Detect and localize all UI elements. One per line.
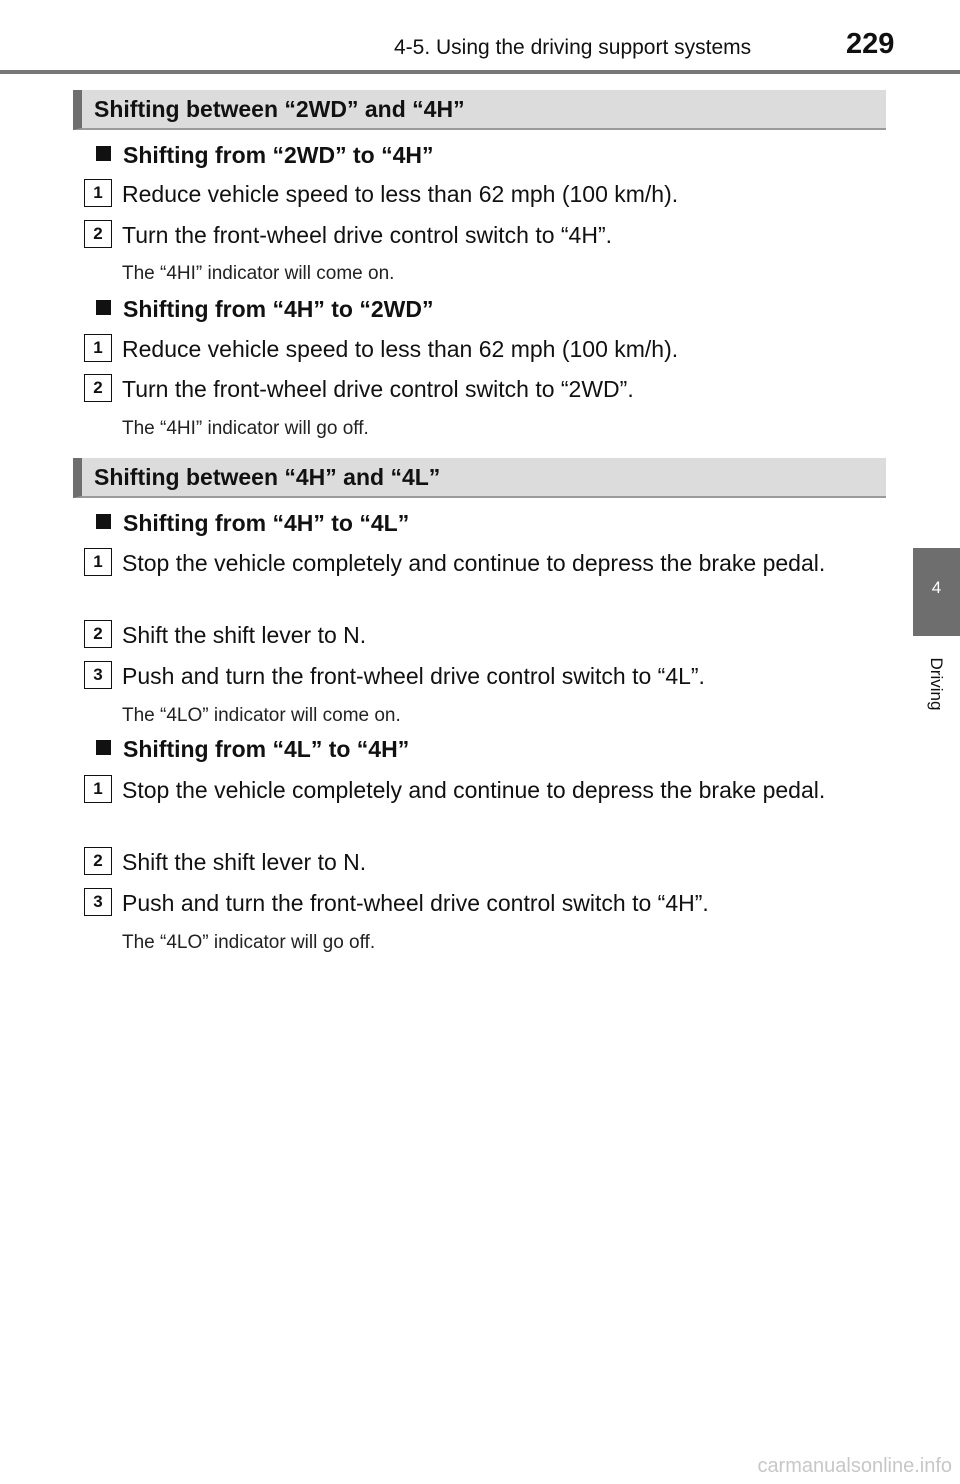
step-text: Push and turn the front-wheel drive control switch to “4H”. [122,890,709,916]
section-header [73,458,886,498]
step-text: Turn the front-wheel drive control switch to “2WD”. [122,376,634,402]
step-number: 2 [84,620,112,648]
step-number: 3 [84,661,112,689]
step-note: The “4HI” indicator will come on. [122,263,395,284]
step-number: 2 [84,374,112,402]
running-header-title: 4-5. Using the driving support systems [394,36,752,59]
step-number: 1 [84,775,112,803]
step-text: Reduce vehicle speed to less than 62 mph (100 km/h). [122,181,679,207]
step-text: Shift the shift lever to N. [122,849,367,875]
chapter-tab [913,548,960,636]
section-title: Shifting between “2WD” and “4H” [94,96,465,122]
step-number: 1 [84,179,112,207]
step-number: 2 [84,847,112,875]
step-note: The “4LO” indicator will come on. [122,705,401,726]
step-number: 2 [84,220,112,248]
step-text: Shift the shift lever to N. [122,622,367,648]
watermark: carmanualsonline.info [757,1455,952,1477]
step-text: Stop the vehicle completely and continue to depress the brake pedal. [122,777,826,803]
step-number: 1 [84,548,112,576]
step-note: The “4LO” indicator will go off. [122,932,376,953]
square-bullet-icon [96,300,111,315]
subsection-heading: Shifting from “4H” to “4L” [96,510,409,537]
subsection-heading: Shifting from “4H” to “2WD” [96,296,433,323]
chapter-number: 4 [931,578,942,597]
page-number: 229 [846,28,895,60]
step-text: Turn the front-wheel drive control switch to “4H”. [122,222,612,248]
square-bullet-icon [96,146,111,161]
square-bullet-icon [96,514,111,529]
subsection-heading: Shifting from “2WD” to “4H” [96,142,433,169]
chapter-label: Driving [927,657,946,711]
square-bullet-icon [96,740,111,755]
header-rule [0,70,960,74]
step-number: 1 [84,334,112,362]
step-number: 3 [84,888,112,916]
subsection-heading: Shifting from “4L” to “4H” [96,736,409,763]
step-note: The “4HI” indicator will go off. [122,418,369,439]
step-text: Reduce vehicle speed to less than 62 mph (100 km/h). [122,336,679,362]
step-text: Push and turn the front-wheel drive control switch to “4L”. [122,663,705,689]
section-header [73,90,886,130]
section-title: Shifting between “4H” and “4L” [94,464,441,490]
step-text: Stop the vehicle completely and continue to depress the brake pedal. [122,550,826,576]
